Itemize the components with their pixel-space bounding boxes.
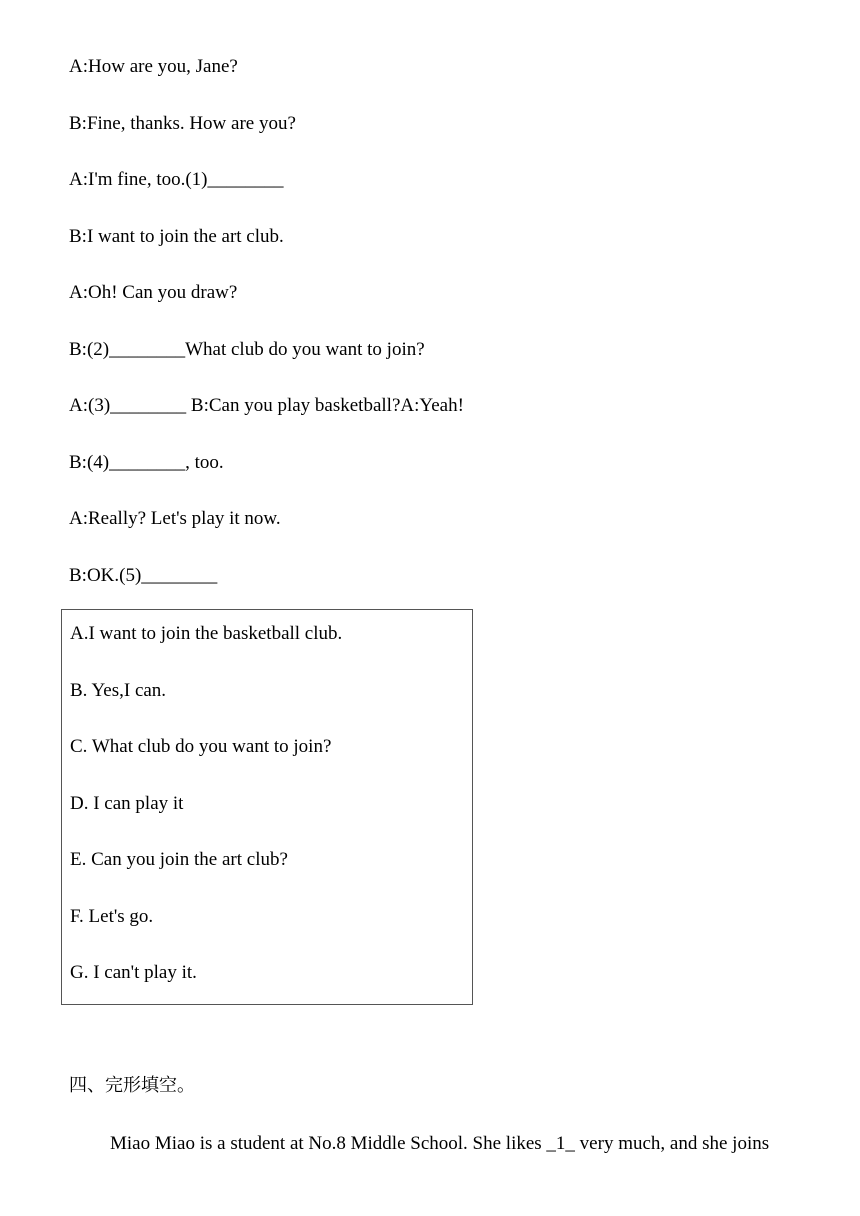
dialogue-line-2: B:Fine, thanks. How are you? [69, 113, 296, 134]
dialogue-line-8: B:(4)________, too. [69, 452, 224, 473]
dialogue-line-7: A:(3)________ B:Can you play basketball?A:Yeah! [69, 395, 464, 416]
option-c: C. What club do you want to join? [70, 736, 332, 757]
option-f: F. Let's go. [70, 906, 154, 927]
option-b: B. Yes,I can. [70, 680, 167, 701]
dialogue-line-9: A:Really? Let's play it now. [69, 508, 281, 529]
dialogue-line-10: B:OK.(5)________ [69, 565, 218, 586]
option-a: A.I want to join the basketball club. [70, 623, 343, 644]
option-d: D. I can play it [70, 793, 184, 814]
dialogue-line-5: A:Oh! Can you draw? [69, 282, 238, 303]
dialogue-line-1: A:How are you, Jane? [69, 56, 238, 77]
option-g: G. I can't play it. [70, 962, 197, 983]
answer-options-box [61, 609, 473, 1005]
dialogue-line-3: A:I'm fine, too.(1)________ [69, 169, 284, 190]
option-e: E. Can you join the art club? [70, 849, 288, 870]
cloze-paragraph: Miao Miao is a student at No.8 Middle School. She likes _1_ very much, and she joins [110, 1133, 770, 1154]
dialogue-line-6: B:(2)________What club do you want to join? [69, 339, 425, 360]
dialogue-line-4: B:I want to join the art club. [69, 226, 284, 247]
section-heading: 四、完形填空。 [69, 1075, 195, 1096]
